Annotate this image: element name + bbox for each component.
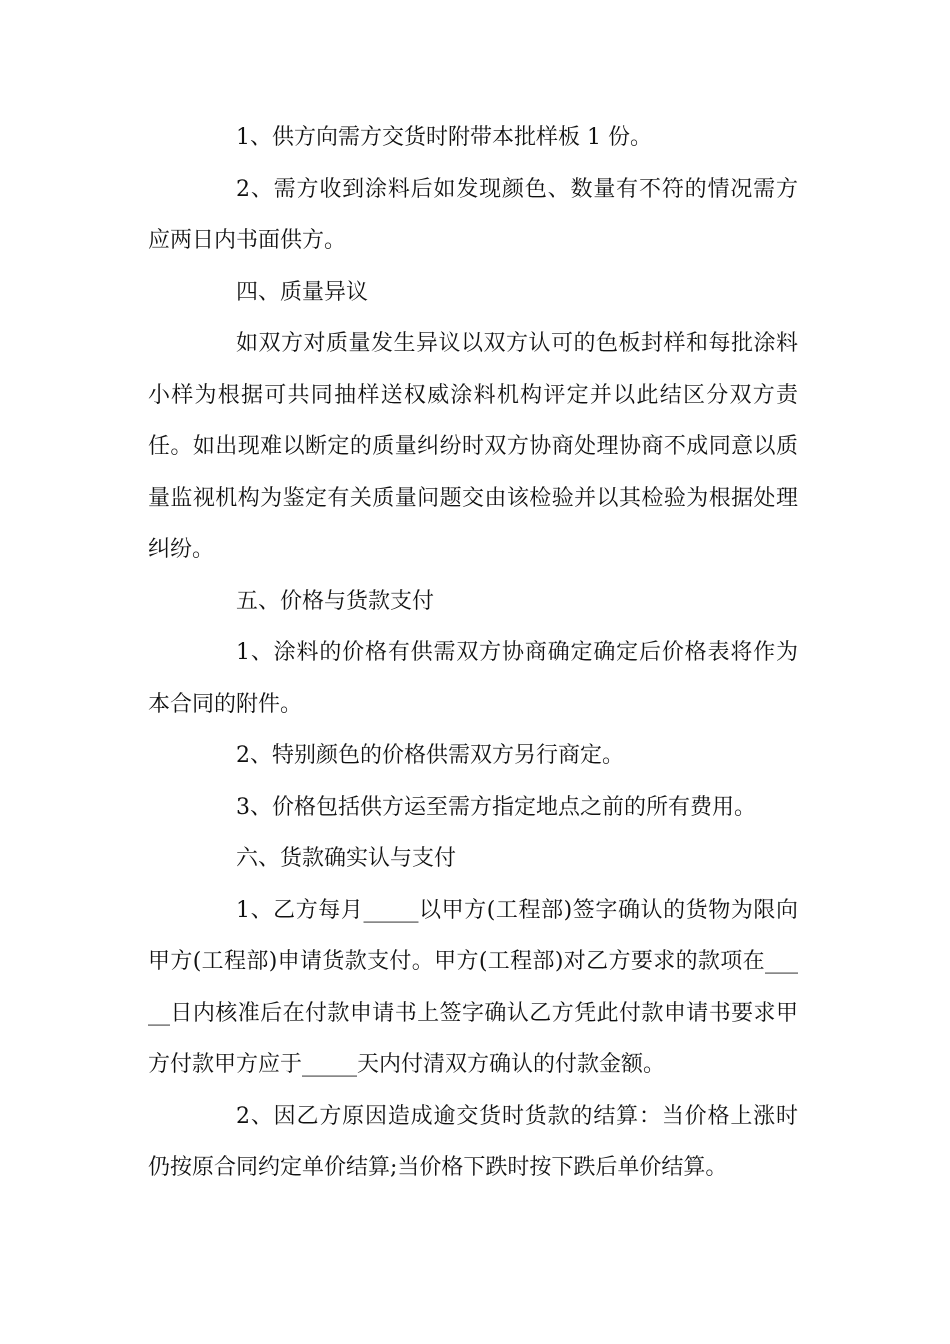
paragraph-price-negotiation: 1、涂料的价格有供需双方协商确定确定后价格表将作为本合同的附件。 [148, 640, 798, 717]
section-heading-payment-confirmation: 六、货款确实认与支付 [236, 846, 457, 871]
document-body [148, 112, 798, 1194]
section-heading-quality-dispute: 四、质量异议 [236, 279, 369, 305]
paragraph-price-includes: 3、价格包括供方运至需方指定地点之前的所有费用。 [236, 794, 756, 820]
paragraph-delivery-sample: 1、供方向需方交货时附带本批样板 1 份。 [236, 125, 652, 150]
paragraph-special-color-price: 2、特别颜色的价格供需双方另行商定。 [236, 743, 624, 768]
paragraph-late-delivery-settlement: 2、因乙方原因造成逾交货时货款的结算：当价格上涨时仍按原合同约定单价结算;当价格下跌时按下跌后单价结算。 [148, 1103, 798, 1180]
paragraph-delivery-inspection: 2、需方收到涂料后如发现颜色、数量有不符的情况需方应两日内书面供方。 [148, 176, 798, 253]
paragraph-quality-dispute: 如双方对质量发生异议以双方认可的色板封样和每批涂料小样为根据可共同抽样送权威涂料机构评定并以此结区分双方责任。如出现难以断定的质量纠纷时双方协商处理协商不成同意以质量监视机构为鉴定有关质量问题交由该检验并以其检验为根据处理纠纷。 [148, 331, 798, 562]
paragraph-monthly-payment: 1、乙方每月_____以甲方(工程部)签字确认的货物为限向甲方(工程部)申请货款支付。甲方(工程部)对乙方要求的款项在_____日内核准后在付款申请书上签字确认乙方凭此付款申请书要求甲方付款甲方应于_____天内付清双方确认的付款金额。 [148, 897, 798, 1077]
section-heading-price-payment: 五、价格与货款支付 [236, 588, 435, 614]
